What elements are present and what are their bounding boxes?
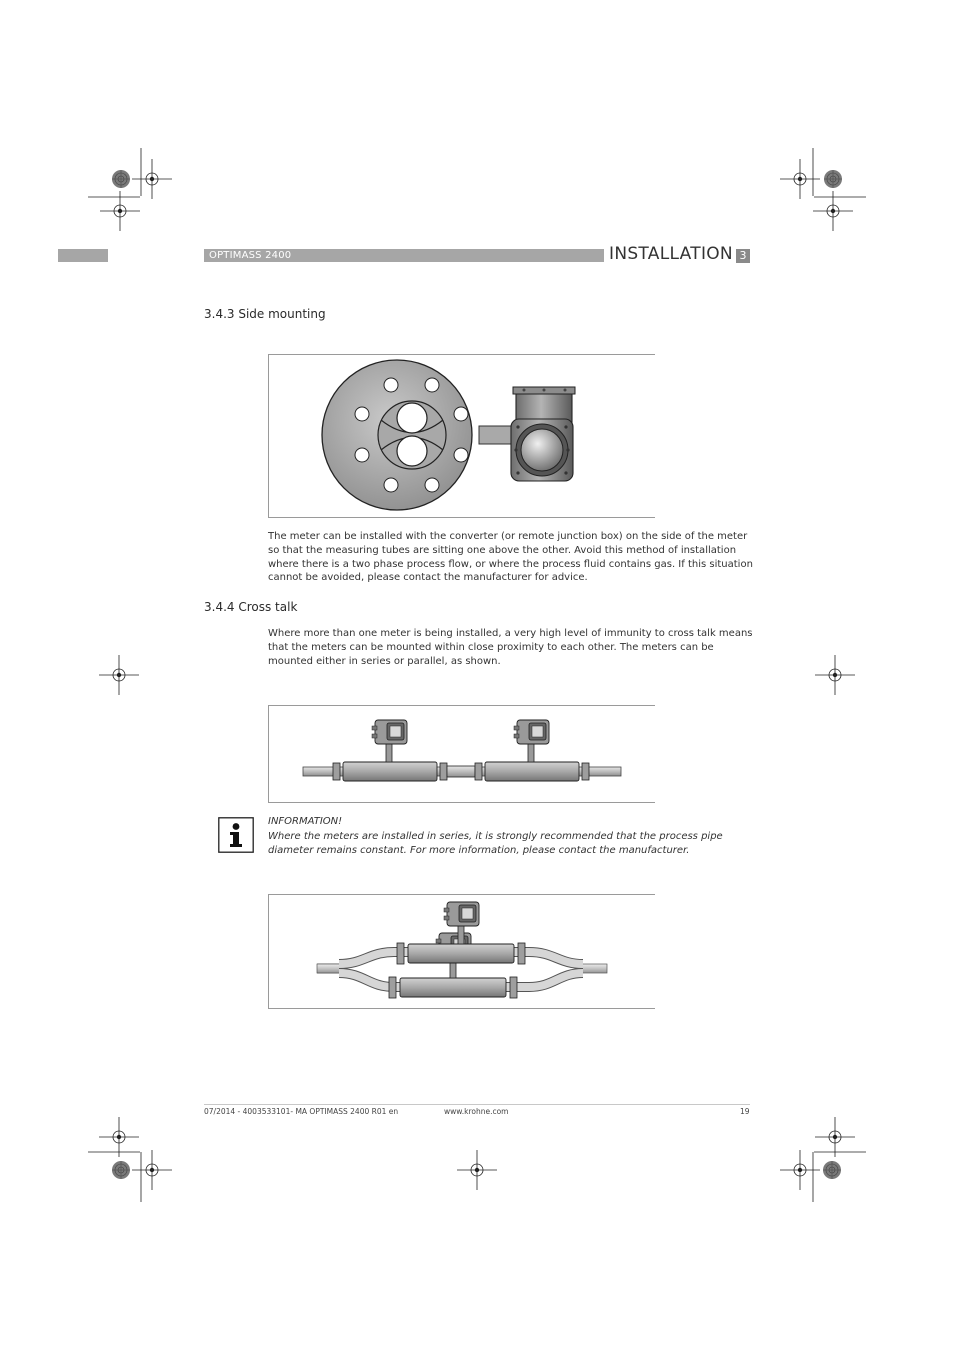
figure-series-installation	[268, 705, 655, 803]
paragraph-line: so that the measuring tubes are sitting one above the other. Avoid this method of installation	[268, 544, 737, 556]
parallel-installation-illustration	[269, 895, 655, 1008]
information-icon	[218, 817, 254, 853]
figure-side-mounting	[268, 354, 655, 518]
footer-doc-reference: 07/2014 - 4003533101- MA OPTIMASS 2400 R01 en	[204, 1107, 399, 1116]
paragraph-line: The meter can be installed with the converter (or remote junction box) on the side of the meter	[268, 531, 748, 542]
paragraph-line: Where more than one meter is being installed, a very high level of immunity to cross talk means	[268, 628, 753, 639]
information-line: diameter remains constant. For more information, please contact the manufacturer.	[268, 845, 690, 856]
paragraph-side-mounting	[268, 530, 753, 585]
chapter-number-badge: 3	[736, 249, 750, 263]
footer-page-number: 19	[740, 1107, 750, 1116]
footer-rule	[204, 1104, 750, 1105]
figure-parallel-installation	[268, 894, 655, 1009]
information-title: INFORMATION!	[268, 816, 343, 827]
heading-cross-talk: 3.4.4 Cross talk	[204, 600, 298, 614]
header-section-title: INSTALLATION	[609, 244, 733, 264]
header-product-name: OPTIMASS 2400	[209, 250, 292, 261]
side-mounting-illustration	[269, 355, 655, 517]
header-left-bar	[58, 249, 108, 262]
paragraph-line: that the meters can be mounted within close proximity to each other. The meters can be	[268, 641, 714, 653]
paragraph-cross-talk	[268, 627, 753, 668]
heading-side-mounting: 3.4.3 Side mounting	[204, 307, 326, 321]
information-line: Where the meters are installed in series, it is strongly recommended that the process pipe	[268, 831, 723, 842]
paragraph-line: mounted either in series or parallel, as shown.	[268, 655, 501, 667]
information-text	[268, 830, 748, 858]
paragraph-line: where there is a two phase process flow, or where the process fluid contains gas. If this situation	[268, 558, 753, 570]
series-installation-illustration	[269, 706, 655, 802]
paragraph-line: cannot be avoided, please contact the manufacturer for advice.	[268, 572, 588, 584]
footer-website: www.krohne.com	[444, 1107, 509, 1116]
